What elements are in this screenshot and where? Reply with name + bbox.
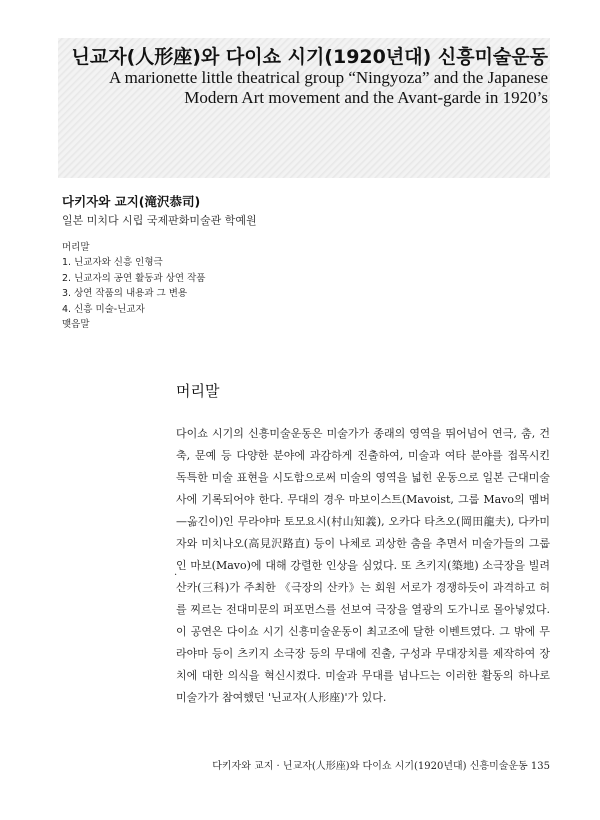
body-paragraph: 다이쇼 시기의 신흥미술운동은 미술가가 종래의 영역을 뛰어넘어 연극, 춤, 건축, 문예 등 다양한 분야에 과감하게 진출하여, 미술과 여타 분야를 접목시킨 독특한 미술 표현을 시도함으로써 미술의 영역을 넓힌 운동으로 일본 근대미술사에 기록되어야 한다. 무대의 경우 마보이스트(Mavoist, 그룹 Mavo의 멤버—옮긴이)인 무라야마 토모요시(村山知義), 오카다 타츠오(岡田龍夫), 다카미자와 미치나오(高見沢路直) 등이 나체로 괴상한 춤을 추면서 미술가들의 그룹인 마보(Mavo)에 대해 강렬한 인상을 심었다. 또 츠키지(築地) 소극장을 빌려 산카(三科)가 주최한 《극장의 산카》는 회원 서로가 경쟁하듯이 과격하고 허를 찌르는 전대미문의 퍼포먼스를 선보여 극장을 열광의 도가니로 몰아넣었다. 이 공연은 다이쇼 시기 신흥미술운동이 최고조에 달한 이벤트였다. 그 밖에 무라야마 등이 츠키지 소극장 등의 무대에 진출, 구성과 무대장치를 제작하여 장치에 대한 의식을 혁신시켰다. 미술과 무대를 넘나드는 이러한 활동의 하나로 미술가가 참여했던 '닌교자(人形座)'가 있다. xyxy=(176,427,550,704)
title-korean: 닌교자(人形座)와 다이쇼 시기(1920년대) 신흥미술운동 xyxy=(71,46,548,68)
toc-item: 1. 닌교자와 신흥 인형극 xyxy=(62,257,163,269)
section-heading: 머리말 xyxy=(176,382,220,400)
title-english: A marionette little theatrical group “Ningyoza” and the Japanese Modern Art movement and the Avant-garde in 1920’s xyxy=(109,68,548,107)
table-of-contents xyxy=(62,240,205,332)
toc-item: 4. 신흥 미술-닌교자 xyxy=(62,303,145,315)
toc-item: 머리말 xyxy=(62,242,90,253)
author-name: 다키자와 교지(滝沢恭司) xyxy=(62,194,201,209)
author-affiliation: 일본 미치다 시립 국제판화미술관 학예원 xyxy=(62,214,257,227)
toc-item: 2. 닌교자의 공연 활동과 상연 작품 xyxy=(62,272,206,284)
margin-mark: . xyxy=(174,567,178,578)
running-footer: 다키자와 교지 · 닌교자(人形座)와 다이쇼 시기(1920년대) 신흥미술운동 135 xyxy=(212,761,550,772)
toc-item: 3. 상연 작품의 내용과 그 변용 xyxy=(62,288,188,300)
toc-item: 맺음말 xyxy=(62,319,90,331)
